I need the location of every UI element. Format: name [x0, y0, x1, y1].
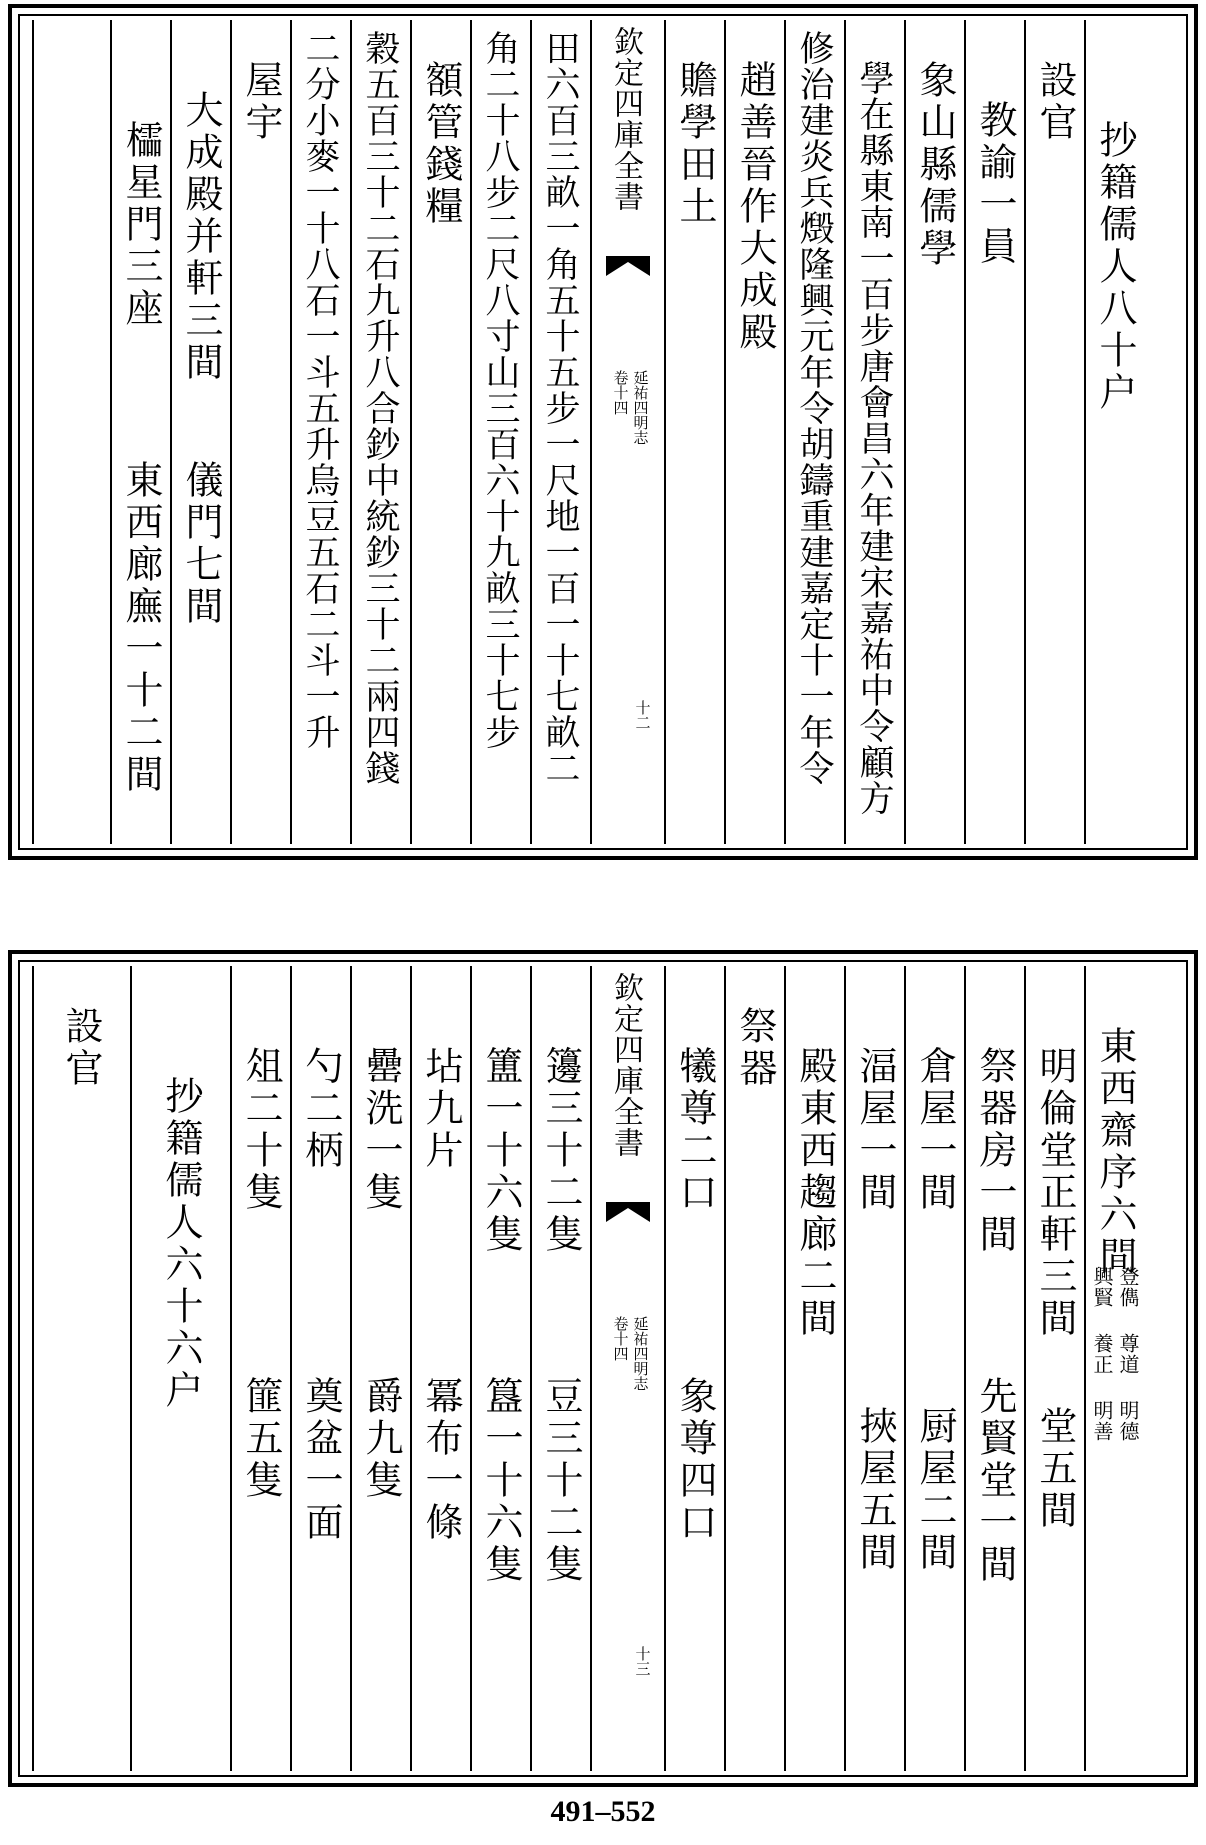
col-13: [290, 20, 352, 844]
col-14: [230, 20, 292, 844]
b-text-col-11b: 冪布一條: [419, 1376, 463, 1544]
text-col-10: 角二十八步二尺八寸山三百六十九畝三十七步: [480, 30, 520, 750]
text-col-1: 抄籍儒人八十户: [1093, 120, 1137, 414]
b-text-col-2a: 明倫堂正軒三間: [1033, 1046, 1077, 1340]
text-col-8: 贍學田土: [673, 60, 717, 228]
b-text-col-3b: 先賢堂一間: [973, 1376, 1017, 1586]
b-col-4: [904, 966, 966, 1771]
b-col-16: [32, 966, 132, 1771]
b-text-col-13b: 奠盆一面: [299, 1376, 343, 1544]
b-text-col-14b: 篚五隻: [239, 1376, 283, 1502]
b-text-col-12b: 爵九隻: [359, 1376, 403, 1502]
b-text-col-8b: 象尊四口: [673, 1376, 717, 1544]
text-col-4: 象山縣儒學: [913, 60, 957, 270]
b-col-7: [724, 966, 786, 1771]
col-12: [350, 20, 412, 844]
b-text-col-5a: 湢屋一間: [853, 1046, 897, 1214]
col-2: [1024, 20, 1086, 844]
b-col-1: [1084, 966, 1146, 1771]
b-text-col-12a: 罍洗一隻: [359, 1046, 403, 1214]
b-col-14: [230, 966, 292, 1771]
b-col-11: [410, 966, 472, 1771]
text-col-2: 設官: [1033, 60, 1077, 144]
col-9: [530, 20, 592, 844]
b-text-col-15: 抄籍儒人六十六户: [159, 1076, 203, 1412]
bottom-center-page: 十三: [633, 1646, 652, 1676]
b-text-col-5b: 挾屋五間: [853, 1406, 897, 1574]
b-text-col-14a: 俎二十隻: [239, 1046, 283, 1214]
text-col-15b: 儀門七間: [179, 460, 223, 628]
b-text-col-6: 殿東西趨廊二間: [793, 1046, 837, 1340]
bottom-center-column: [590, 966, 666, 1771]
col-16: [110, 20, 172, 844]
text-col-11: 額管錢糧: [419, 60, 463, 228]
bottom-center-volume: 卷十四: [611, 1316, 630, 1361]
page-reference: 491–552: [550, 1795, 656, 1828]
b-note-col-1a: 登儁 尊道 明德: [1116, 1266, 1140, 1442]
col-8: [664, 20, 726, 844]
col-11: [410, 20, 472, 844]
fishtail-ornament: [606, 1202, 650, 1222]
text-col-15a: 大成殿并軒三間: [179, 90, 223, 384]
col-7: [724, 20, 786, 844]
b-col-2: [1024, 966, 1086, 1771]
col-1: [1084, 20, 1146, 844]
b-col-8: [664, 966, 726, 1771]
col-4: [904, 20, 966, 844]
b-text-col-16: 設官: [59, 1006, 103, 1090]
text-col-16b: 東西廊廡一十二間: [119, 460, 163, 796]
text-col-13: 二分小麥一十八石一斗五升烏豆五石二斗一升: [300, 30, 340, 750]
text-col-14: 屋宇: [239, 60, 283, 144]
b-text-col-8a: 犧尊二口: [673, 1046, 717, 1214]
b-text-col-9a: 籩三十二隻: [539, 1046, 583, 1256]
text-col-6: 修治建炎兵燬隆興元年令胡鑄重建嘉定十一年令: [794, 30, 834, 786]
b-text-col-9b: 豆三十二隻: [539, 1376, 583, 1586]
b-col-13: [290, 966, 352, 1771]
fishtail-ornament: [606, 256, 650, 276]
bottom-center-book: 延祐四明志: [631, 1316, 650, 1391]
text-col-12: 穀五百三十二石九升八合鈔中統鈔三十二兩四錢: [360, 30, 400, 786]
b-col-10: [470, 966, 532, 1771]
text-col-7: 趙善晉作大成殿: [733, 60, 777, 354]
b-text-col-2b: 堂五間: [1033, 1406, 1077, 1532]
b-col-3: [964, 966, 1026, 1771]
col-6: [784, 20, 846, 844]
b-col-6: [784, 966, 846, 1771]
b-col-9: [530, 966, 592, 1771]
text-col-3: 教諭一員: [973, 100, 1017, 268]
b-text-col-4a: 倉屋一間: [913, 1046, 957, 1214]
bottom-page: [8, 950, 1198, 1787]
b-note-col-1b: 興賢 養正 明善: [1090, 1266, 1114, 1442]
b-text-col-13a: 勺二柄: [299, 1046, 343, 1172]
b-text-col-4b: 厨屋二間: [913, 1406, 957, 1574]
top-center-page: 十二: [633, 700, 652, 730]
top-page: [8, 4, 1198, 860]
col-3: [964, 20, 1026, 844]
b-text-col-10b: 簋一十六隻: [479, 1376, 523, 1586]
b-text-col-3a: 祭器房一間: [973, 1046, 1017, 1256]
col-10: [470, 20, 532, 844]
top-center-volume: 卷十四: [611, 370, 630, 415]
b-col-12: [350, 966, 412, 1771]
b-text-col-1: 東西齋序六間: [1093, 1026, 1137, 1278]
top-center-column: [590, 20, 666, 844]
b-text-col-11a: 坫九片: [419, 1046, 463, 1172]
top-center-title: 欽定四庫全書: [608, 26, 643, 212]
text-col-5: 學在縣東南一百步唐會昌六年建宋嘉祐中令顧方: [854, 60, 894, 816]
bottom-center-title: 欽定四庫全書: [608, 972, 643, 1158]
b-text-col-10a: 簠一十六隻: [479, 1046, 523, 1256]
b-col-5: [844, 966, 906, 1771]
b-text-col-7: 祭器: [733, 1006, 777, 1090]
col-15: [170, 20, 232, 844]
col-5: [844, 20, 906, 844]
text-col-9: 田六百三畝一角五十五步一尺地一百一十七畝二: [540, 30, 580, 786]
text-col-16a: 櫺星門三座: [119, 120, 163, 330]
b-col-15: [130, 966, 232, 1771]
top-center-book: 延祐四明志: [631, 370, 650, 445]
